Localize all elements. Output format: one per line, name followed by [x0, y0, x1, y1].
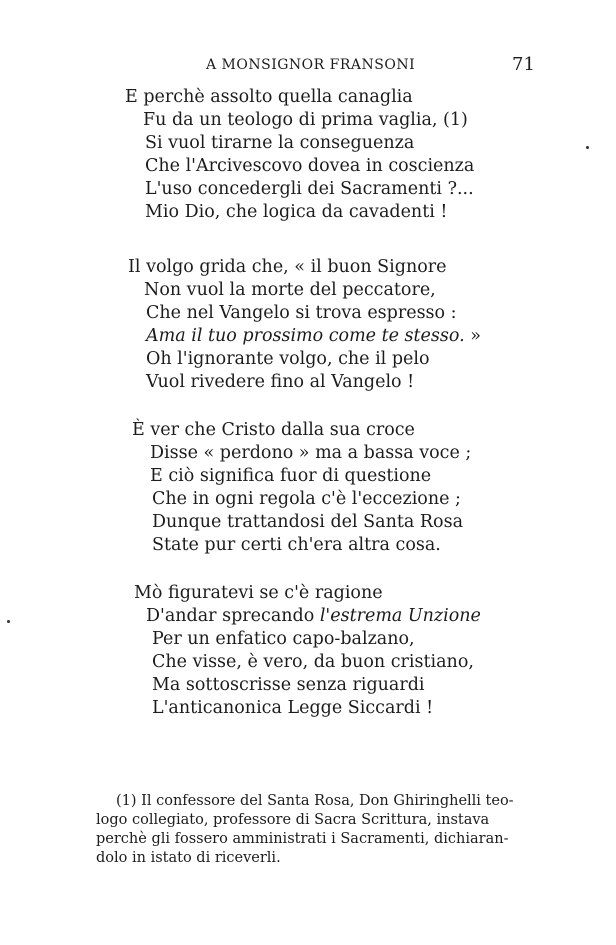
verse-line: Vuol rivedere fino al Vangelo ! — [146, 372, 415, 392]
margin-speck — [586, 146, 589, 149]
quote-close: » — [464, 326, 481, 346]
stanza-4 — [134, 582, 481, 720]
verse-line: State pur certi ch'era altra cosa. — [152, 535, 441, 555]
verse-line: Che in ogni regola c'è l'eccezione ; — [152, 489, 461, 509]
verse-line: E ciò significa fuor di questione — [150, 466, 432, 486]
stanza-1 — [125, 86, 474, 224]
footnote-line: dolo in istato di riceverli. — [96, 850, 281, 866]
margin-speck — [7, 620, 10, 623]
line-prefix: D'andar sprecando — [146, 606, 320, 626]
verse-line: Mò figuratevi se c'è ragione — [134, 583, 383, 603]
verse-line: Per un enfatico capo-balzano, — [152, 629, 415, 649]
stanza-3 — [132, 419, 471, 557]
verse-line: Non vuol la morte del peccatore, — [144, 280, 436, 300]
verse-line: È ver che Cristo dalla sua croce — [132, 420, 415, 440]
italic-phrase: l'estrema Unzione — [319, 606, 481, 626]
verse-line: Fu da un teologo di prima vaglia, (1) — [143, 110, 468, 130]
verse-line-italic — [134, 605, 481, 628]
verse-line: Mio Dio, che logica da cavadenti ! — [145, 202, 448, 222]
verse-line-italic — [128, 325, 481, 348]
footnote-line: logo collegiato, professore di Sacra Scrittura, instava — [96, 812, 490, 828]
verse-line: Disse « perdono » ma a bassa voce ; — [150, 443, 472, 463]
verse-line: Che nel Vangelo si trova espresso : — [146, 303, 457, 323]
verse-line: Che l'Arcivescovo dovea in coscienza — [145, 156, 475, 176]
footnote-line: perchè gli fossero amministrati i Sacramenti, dichiaran- — [96, 831, 509, 847]
verse-line: Dunque trattandosi del Santa Rosa — [152, 512, 464, 532]
footnote — [96, 792, 566, 868]
verse-line: Si vuol tirarne la conseguenza — [145, 133, 415, 153]
verse-line: Che visse, è vero, da buon cristiano, — [152, 652, 474, 672]
verse-line: Ma sottoscrisse senza riguardi — [152, 675, 425, 695]
page-number: 71 — [512, 54, 535, 75]
running-head: A MONSIGNOR FRANSONI — [206, 57, 416, 73]
verse-line: L'anticanonica Legge Siccardi ! — [152, 698, 434, 718]
verse-line: Oh l'ignorante volgo, che il pelo — [146, 349, 430, 369]
italic-quote: Ama il tuo prossimo come te stesso. — [146, 326, 465, 346]
stanza-2 — [128, 256, 481, 394]
footnote-line: (1) Il confessore del Santa Rosa, Don Ghiringhelli teo- — [116, 793, 514, 809]
verse-line: Il volgo grida che, « il buon Signore — [128, 257, 447, 277]
verse-line: L'uso concedergli dei Sacramenti ?... — [145, 179, 474, 199]
verse-line: E perchè assolto quella canaglia — [125, 87, 413, 107]
